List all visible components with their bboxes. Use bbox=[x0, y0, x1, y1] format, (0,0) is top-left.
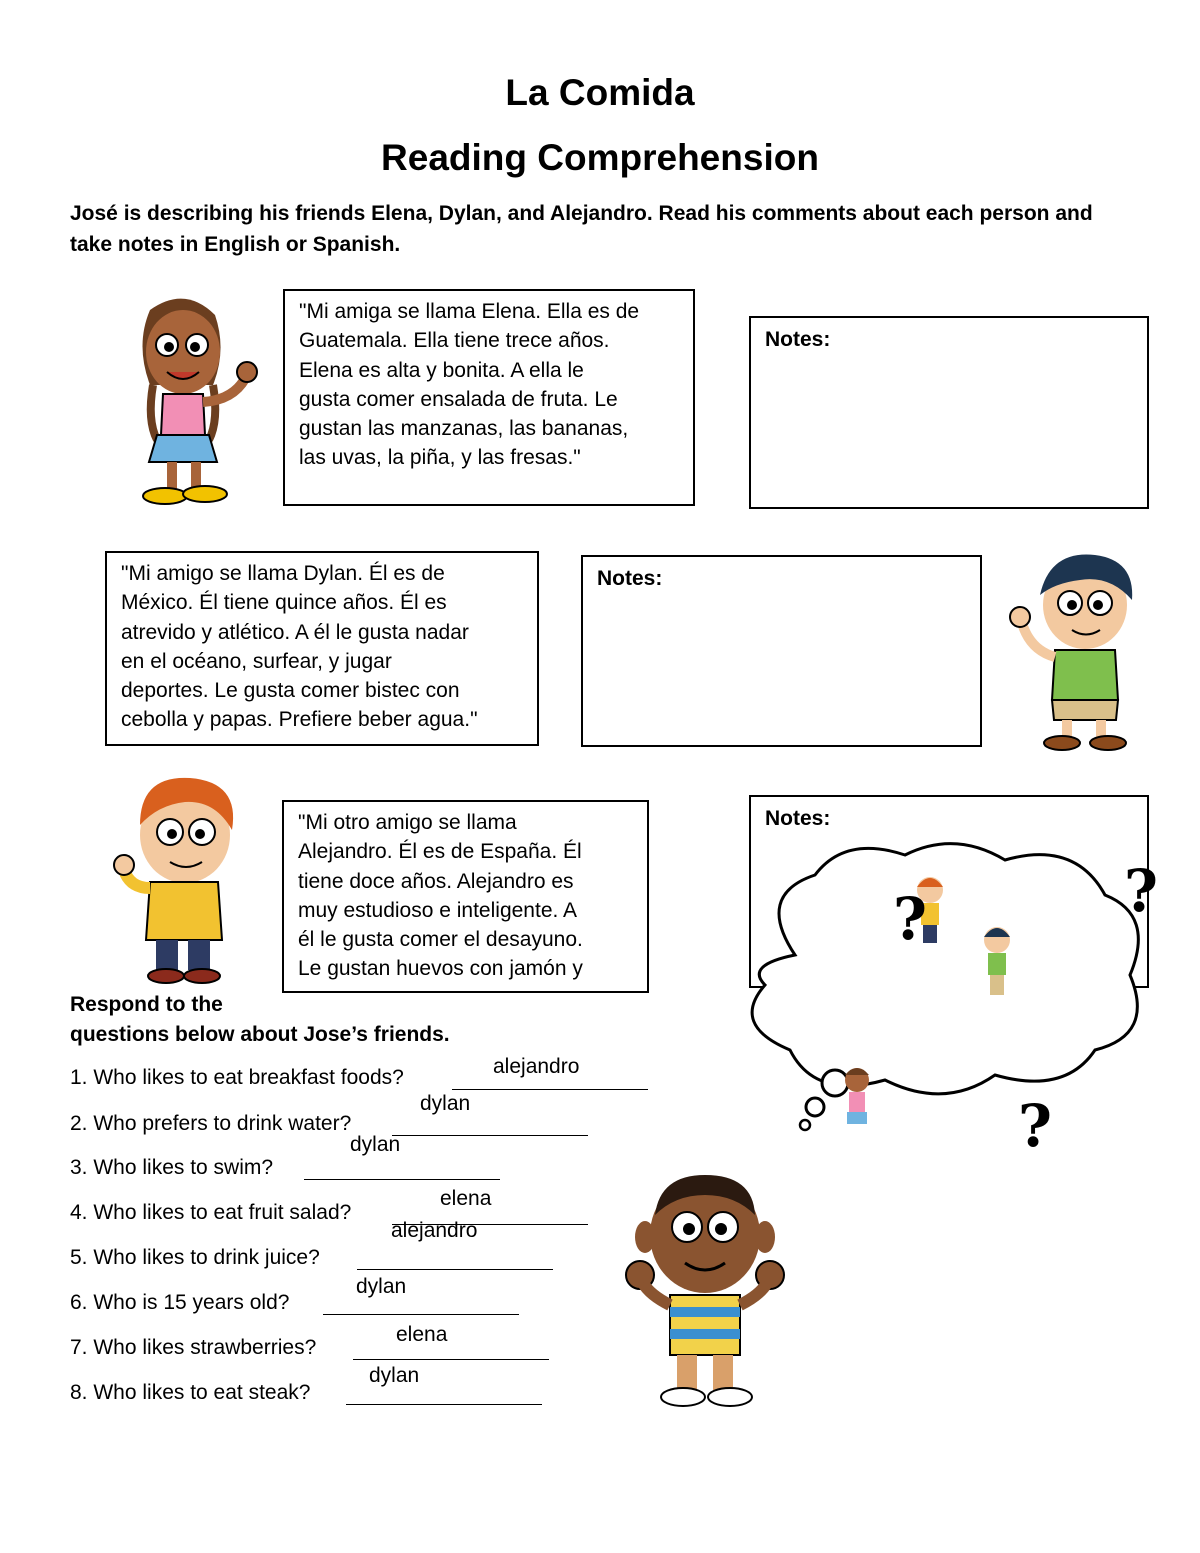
passage-line: en el océano, surfear, y jugar bbox=[121, 649, 392, 673]
respond-line-1: Respond to the bbox=[70, 993, 223, 1016]
question-mark-icon: ? bbox=[893, 885, 927, 953]
elena-passage bbox=[283, 289, 695, 506]
respond-line-2: questions below about Jose’s friends. bbox=[70, 1023, 450, 1046]
answer-4[interactable]: elena bbox=[440, 1187, 492, 1210]
page-subtitle: Reading Comprehension bbox=[381, 137, 819, 178]
question-3: 3. Who likes to swim? bbox=[70, 1156, 274, 1179]
question-8: 8. Who likes to eat steak? bbox=[70, 1381, 311, 1404]
question-1: 1. Who likes to eat breakfast foods? bbox=[70, 1066, 404, 1089]
passage-line: México. Él tiene quince años. Él es bbox=[121, 591, 447, 615]
answer-line bbox=[357, 1269, 553, 1270]
page-title: La Comida bbox=[505, 72, 695, 113]
passage-line: tiene doce años. Alejandro es bbox=[298, 869, 574, 893]
alejandro-boy-illustration bbox=[110, 770, 250, 990]
answer-2[interactable]: dylan bbox=[420, 1092, 471, 1115]
passage-line: Elena es alta y bonita. A ella le bbox=[299, 358, 584, 382]
elena-girl-illustration bbox=[105, 290, 265, 515]
question-7: 7. Who likes strawberries? bbox=[70, 1336, 317, 1359]
answer-7[interactable]: elena bbox=[396, 1323, 448, 1346]
answer-line bbox=[392, 1135, 588, 1136]
answer-6[interactable]: dylan bbox=[356, 1275, 407, 1298]
respond-heading bbox=[70, 990, 450, 1050]
answer-line bbox=[323, 1314, 519, 1315]
passage-line: gusta comer ensalada de fruta. Le bbox=[299, 387, 618, 411]
answer-line bbox=[452, 1089, 648, 1090]
answer-1[interactable]: alejandro bbox=[493, 1055, 580, 1078]
passage-line: Le gustan huevos con jamón y bbox=[298, 957, 583, 981]
passage-line: Alejandro. Él es de España. Él bbox=[298, 840, 582, 864]
dylan-boy-illustration bbox=[1000, 545, 1150, 755]
passage-line: gustan las manzanas, las bananas, bbox=[299, 417, 629, 441]
passage-line: las uvas, la piña, y las fresas." bbox=[299, 446, 581, 470]
notes-label: Notes: bbox=[765, 807, 831, 830]
passage-line: muy estudioso e inteligente. A bbox=[298, 898, 578, 922]
answer-line bbox=[346, 1404, 542, 1405]
passage-line: cebolla y papas. Prefiere beber agua." bbox=[121, 708, 478, 732]
dylan-notes-box[interactable] bbox=[581, 555, 982, 747]
answer-3[interactable]: dylan bbox=[350, 1133, 401, 1156]
thumbs-up-boy-illustration bbox=[615, 1165, 795, 1415]
answer-5[interactable]: alejandro bbox=[391, 1219, 478, 1242]
passage-line: "Mi amigo se llama Dylan. Él es de bbox=[121, 562, 445, 585]
passage-line: "Mi otro amigo se llama bbox=[298, 811, 517, 834]
passage-line: "Mi amiga se llama Elena. Ella es de bbox=[299, 300, 640, 323]
elena-notes-box[interactable] bbox=[749, 316, 1149, 509]
notes-label: Notes: bbox=[597, 567, 663, 590]
question-6: 6. Who is 15 years old? bbox=[70, 1291, 290, 1314]
notes-label: Notes: bbox=[765, 328, 831, 351]
passage-line: deportes. Le gusta comer bistec con bbox=[121, 679, 460, 703]
answer-line bbox=[304, 1179, 500, 1180]
thought-cloud-illustration bbox=[735, 835, 1155, 1155]
question-mark-icon: ? bbox=[1018, 1092, 1052, 1160]
alejandro-passage bbox=[282, 800, 649, 993]
answer-8[interactable]: dylan bbox=[369, 1364, 420, 1387]
instructions: José is describing his friends Elena, Dylan, and Alejandro. Read his comments about each person and take notes in English or Spanish. bbox=[70, 202, 1093, 256]
question-2: 2. Who prefers to drink water? bbox=[70, 1112, 352, 1135]
dylan-passage bbox=[105, 551, 539, 746]
answer-line bbox=[353, 1359, 549, 1360]
question-mark-icon: ? bbox=[1124, 857, 1158, 925]
question-5: 5. Who likes to drink juice? bbox=[70, 1246, 320, 1269]
passage-line: él le gusta comer el desayuno. bbox=[298, 928, 583, 952]
question-4: 4. Who likes to eat fruit salad? bbox=[70, 1201, 352, 1224]
passage-line: Guatemala. Ella tiene trece años. bbox=[299, 329, 610, 353]
passage-line: atrevido y atlético. A él le gusta nadar bbox=[121, 620, 469, 644]
